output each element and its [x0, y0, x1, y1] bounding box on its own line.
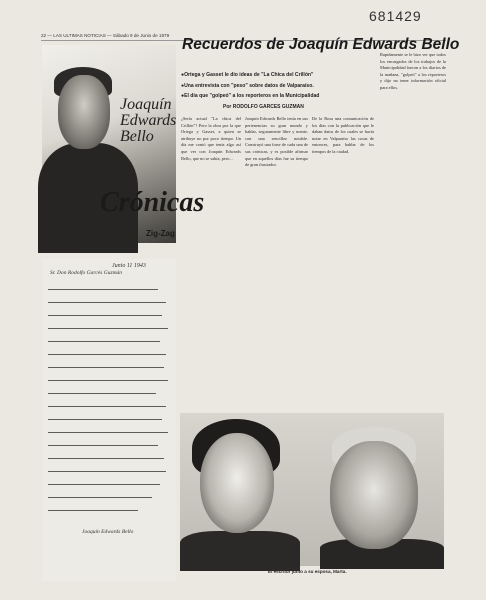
cover-name-text: Joaquín Edwards Bello — [120, 96, 177, 145]
letter-date: Junio 11 1943 — [112, 263, 146, 269]
handwriting-line — [48, 445, 158, 446]
couple-photo-caption: El escritor junto a su esposa, Marta. — [268, 569, 347, 574]
couple-photo — [180, 413, 444, 566]
handwriting-line — [48, 315, 162, 316]
bullet-list — [181, 70, 359, 102]
page-header: 22 — LAS ULTIMAS NOTICIAS — Sábado 9 de Junio de 1979 — [41, 33, 170, 38]
article-column-4: Rapidamente se le hizo ver que todos los encargados de los trabajos de la Municipalidad fueron a los diarios de la mañana, "golpeó" a los reporteros y dijo no tener información oficial para ellos. — [380, 52, 446, 90]
handwriting-line — [48, 328, 168, 329]
bullet-item: ● El día que "golpeó" a los reporteros en la Municipalidad — [181, 91, 359, 102]
letter-signature: Joaquín Edwards Bello — [82, 529, 134, 535]
handwriting-line — [48, 393, 156, 394]
writer-portrait-face — [330, 441, 418, 549]
wife-portrait-face — [200, 433, 274, 533]
handwriting-line — [48, 458, 164, 459]
page-number: 22 — [41, 33, 47, 38]
handwriting-line — [48, 419, 162, 420]
handwriting-line — [48, 380, 168, 381]
handwriting-line — [48, 471, 166, 472]
handwriting-line — [48, 497, 152, 498]
cover-cronicas-text: Crónicas — [100, 187, 205, 218]
bullet-item: ● Ortega y Gasset le dio ideas de "La Chica del Crillón" — [181, 70, 359, 81]
handwriting-line — [48, 354, 166, 355]
cover-photo-caption: La portada de Crónicas. — [82, 246, 135, 251]
article-column-2: Joaquín Edwards Bello tenía en sus pertenencias su gran mundo y hablar, seguramente libre y mente, con una sencillez notable. Construyó una frase de cada una de sus crónicas, y es posible afirmar que en aquellos días fue su tiempo de gran ilustrador. — [245, 116, 308, 168]
handwriting-line — [48, 289, 158, 290]
letter-greeting: Sr. Don Rodolfo Garcés Guzmán — [50, 270, 123, 276]
byline: Por RODOLFO GARCES GUZMAN — [223, 104, 304, 110]
handwriting-line — [48, 484, 160, 485]
cover-photo — [42, 45, 205, 243]
bullet-item: ● Una entrevista con "peso" sobre datos de Valparaíso. — [181, 81, 359, 92]
header-text: LAS ULTIMAS NOTICIAS — Sábado 9 de Junio de 1979 — [53, 33, 170, 38]
cover-zigzag-text: Zig-Zag — [146, 229, 175, 238]
article-title: Recuerdos de Joaquín Edwards Bello — [182, 36, 460, 53]
archive-stamp: 681429 — [369, 8, 422, 24]
handwriting-line — [48, 510, 138, 511]
handwriting-line — [48, 302, 166, 303]
handwriting-line — [48, 432, 168, 433]
article-column-1: ¿Sería actual "La chica del Crillón"? Pero la obra por la que Ortega y Gasset, a quien se atribuye no por poco tiempo. Un día me contó que tenía algo así que ver con Joaquín Edwards Bello, que no se sabía, pero... — [181, 116, 241, 161]
photo-body-shape — [180, 531, 300, 571]
handwriting-line — [48, 341, 160, 342]
portrait-face — [58, 75, 110, 149]
handwriting-line — [48, 406, 166, 407]
article-column-3: De la Rosa una comunicación de los días con la publicación que le daban datos de los cuales se hacía notar en Valparaíso las cosas de entonces, para hablar de los tiempos de la ciudad. — [312, 116, 374, 154]
handwritten-letter — [42, 259, 176, 581]
handwriting-line — [48, 367, 164, 368]
